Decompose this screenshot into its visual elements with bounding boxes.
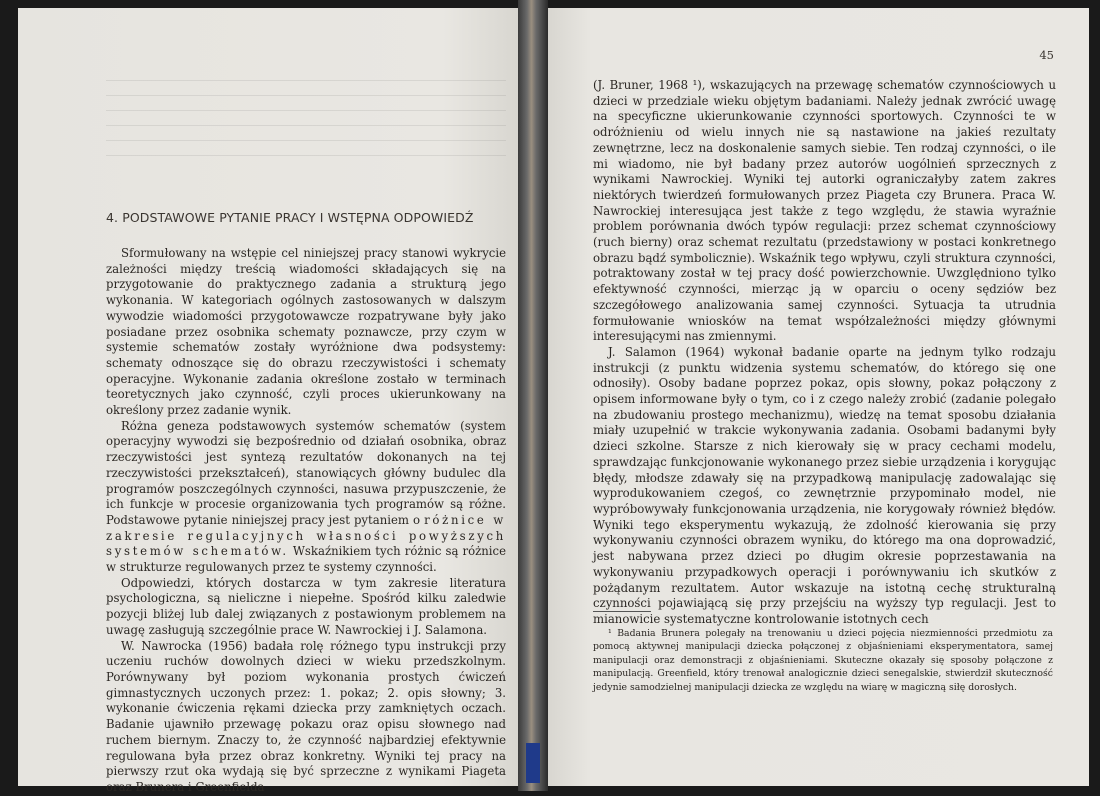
right-body-text — [593, 78, 1056, 628]
paragraph: W. Nawrocka (1956) badała rolę różnego typu instrukcji przy uczeniu ruchów dowolnych dzieci w wieku przedszkolnym. Porównywany był poziom wykonania prostych ćwiczeń gimnastycznych uczonych przez: 1. pokaz; 2. opis słowny; 3. wykonanie ćwiczenia rękami dziecka przy zamkniętych oczach. Badanie ujawniło przewagę pokazu oraz opisu słownego nad ruchem biernym. Znaczy to, że czynność najbardziej efektywnie regulowana była przez obraz konkretny. Wyniki tej pracy na pierwszy rzut oka wydają się być sprzeczne z wynikami Piageta oraz Brunera i Greenfielda — [106, 638, 506, 794]
section-heading: 4. PODSTAWOWE PYTANIE PRACY I WSTĘPNA ODPOWIEDŹ — [106, 210, 474, 225]
right-page — [548, 8, 1089, 786]
paragraph — [106, 419, 506, 576]
bookmark-tab — [526, 743, 540, 783]
paragraph: J. Salamon (1964) wykonał badanie oparte na jednym tylko rodzaju instrukcji (z punktu widzenia systemu schematów, do którego się one odnosiły). Osoby badane poprzez pokaz, opis słowny, pokaz połączony z opisem informowane były o tym, co i z czego należy zrobić (zadanie polegało na zbudowaniu prostego mechanizmu), wiedzę na temat sposobu działania miały uzupełnić w trakcie wykonywania zadania. Osobami badanymi były dzieci szkolne. Starsze z nich kierowały się w pracy cechami modelu, sprawdzając funkcjonowanie wykonanego przez siebie urządzenia i korygując błędy, młodsze zdawały się na przypadkową manipulację zadowalając się wyprodukowaniem czegoś, co zewnętrznie przypominało model, nie wypróbowywały funkcjonowania urządzenia, nie korygowały również błędów. Wyniki tego eksperymentu wykazują, że zdolność kierowania się przy wykonywaniu czynności obrazem wyniku, do którego ma ona doprowadzić, jest nabywana przez dzieci po długim okresie poprzestawania na wykonywaniu przypadkowych operacji i porównywaniu ich skutków z pożądanym rezultatem. Autor wskazuje na istotną cechę strukturalną czynności pojawiającą się przy przejściu na wyższy typ regulacji. Jest to mianowicie systematyczne kontrolowanie istotnych cech — [593, 344, 1056, 626]
page-number: 45 — [1039, 48, 1054, 62]
paragraph: Sformułowany na wstępie cel niniejszej pracy stanowi wykrycie zależności między treścią wiadomości składających się na przygotowanie do praktycznego zadania a strukturą jego wykonania. W kategoriach ogólnych zastosowanych w dalszym wywodzie wiadomości przygotowawcze rozpatrywane były jako posiadane przez osobnika schematy poznawcze, przy czym w systemie schematów zostały wyróżnione dwa podsystemy: schematy odnoszące się do obrazu rzeczywistości i schematy operacyjne. Wykonanie zadania określone zostało w terminach teoretycznych jako czynność, czyli proces ukierunkowany na określony przez zadanie wynik. — [106, 246, 506, 418]
paragraph-part: Wskaźnikiem tych różnic są różnice w strukturze regulowanych przez te systemy czynności. — [106, 544, 507, 575]
footnote-text: ¹ Badania Brunera polegały na trenowaniu u dzieci pojęcia niezmienności przedmiotu za pomocą aktywnej manipulacji dziecka połączonej z objaśnieniami eksperymentatora, samej manipulacji oraz demonstracji z objaśnieniami. Skuteczne okazały się sposoby połączone z manipulacją. Greenfield, który trenował analogicznie dzieci senegalskie, stwierdził skuteczność jedynie samodzielnej manipulacji dziecka ze względu na wiarę w magiczną siłę dorosłych. — [593, 628, 1053, 693]
paragraph: (J. Bruner, 1968 ¹), wskazujących na przewagę schematów czynnościowych u dzieci w przedziale wieku objętym badaniami. Należy jednak zwrócić uwagę na specyficzne ukierunkowanie czynności sportowych. Czynności te w odróżnieniu od wielu innych nie są nastawione na jakieś rezultaty zewnętrzne, lecz na doskonalenie samych siebie. Ten rodzaj czynności, o ile mi wiadomo, nie był badany przez autorów uogólnień sprzecznych z wynikami Nawrockiej. Wyniki tej autorki ograniczałyby zatem zakres niektórych twierdzeń formułowanych przez Piageta czy Brunera. Praca W. Nawrockiej interesująca jest także z tego względu, że stawia wyraźnie problem porównania dwóch typów regulacji: przez schemat czynnościowy (ruch bierny) oraz schemat rezultatu (przedstawiony w postaci konkretnego obrazu bądź symbolicznie). Wskaźnik tego wpływu, czyli struktura czynności, potraktowany został w tej pracy dość powierzchownie. Uwzględniono tylko efektywność czynności, mierząc ją w oparciu o oceny sędziów bez szczegółowego analizowania samej czynności. Sytuacja ta utrudnia formułowanie wniosków na temat współzależności między głównymi interesującymi nas zmiennymi. — [593, 78, 1056, 344]
footnote-divider — [593, 611, 651, 612]
paragraph-part: Różna geneza podstawowych systemów schematów (system operacyjny wywodzi się bezpośrednio od działań osobnika, obraz rzeczywistości jest syntezą rezultatów dokonanych na tej rzeczywistości przekształceń), stanowiących główny budulec dla programów poszczególnych czynności, nasuwa przypuszczenie, że ich funkcje w procesie organizowania tych programów są różne. Podstawowe pytanie niniejszej pracy jest pytaniem o — [106, 418, 506, 527]
footnote — [593, 627, 1053, 694]
emphasized-text: różnice w zakresie regulacyjnych własności powyższych systemów schematów. — [106, 512, 506, 559]
paragraph: Odpowiedzi, których dostarcza w tym zakresie literatura psychologiczna, są nieliczne i niepełne. Spośród kilku zaledwie pozycji bliżej lub dalej związanych z postawionym problemem na uwagę zasługują szczególnie prace W. Nawrockiej i J. Salamona. — [106, 575, 506, 637]
book-spine — [518, 0, 548, 791]
left-body-text — [106, 246, 506, 796]
bleed-through-text — [106, 80, 506, 170]
left-page — [18, 8, 518, 794]
